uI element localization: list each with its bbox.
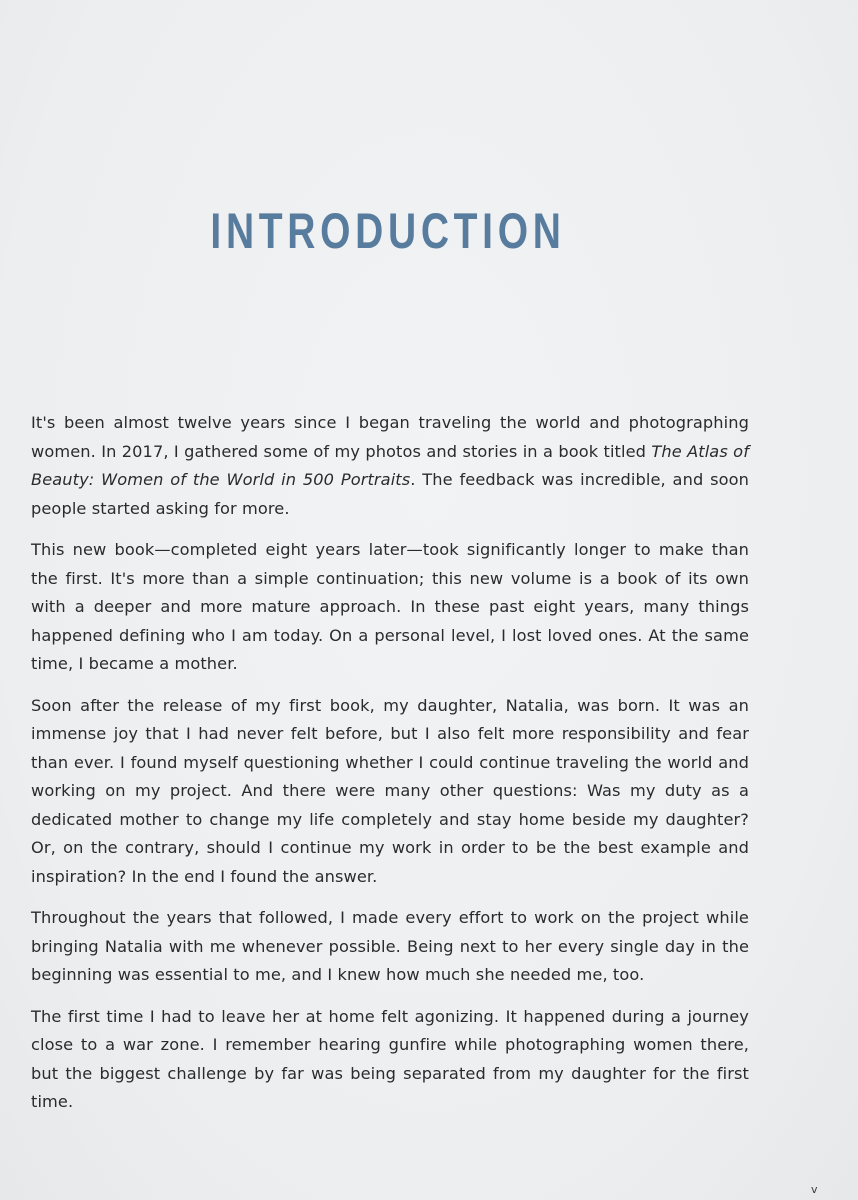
- paragraph-1-end: . The feedback was incredible, and soon people started asking for more.: [31, 470, 749, 518]
- book-title-italic: The Atlas of Beauty: Women of the World in 500 Portraits: [31, 441, 749, 489]
- paragraph-4: Throughout the years that followed, I made every effort to work on the project while bringing Natalia with me whenever possible. Being next to her every single day in the beginning was essential to me, and I knew how much she needed me, too.: [31, 908, 749, 984]
- paragraph-1-start: It's been almost twelve years since I began traveling the world and photographing women. In 2017, I gathered some of my photos and stories in a book titled: [31, 413, 749, 461]
- body-text: [31, 409, 749, 1130]
- page-title: INTRODUCTION: [210, 203, 566, 259]
- page-number: v: [811, 1183, 818, 1196]
- paragraph-1: [31, 409, 749, 523]
- paragraph-3: Soon after the release of my first book, my daughter, Natalia, was born. It was an immense joy that I had never felt before, but I also felt more responsibility and fear than ever. I found myself questioning whether I could continue traveling the world and working on my project. And there were many other questions: Was my duty as a dedicated mother to change my life completely and stay home beside my daughter? Or, on the contrary, should I continue my work in order to be the best example and inspiration? In the end I found the answer.: [31, 695, 749, 886]
- paragraph-2: This new book—completed eight years later—took significantly longer to make than the first. It's more than a simple continuation; this new volume is a book of its own with a deeper and more mature approach. In these past eight years, many things happened defining who I am today. On a personal level, I lost loved ones. At the same time, I became a mother.: [31, 540, 749, 673]
- paragraph-5: The first time I had to leave her at home felt agonizing. It happened during a journey close to a war zone. I remember hearing gunfire while photographing women there, but the biggest challenge by far was being separated from my daughter for the first time.: [31, 1006, 749, 1111]
